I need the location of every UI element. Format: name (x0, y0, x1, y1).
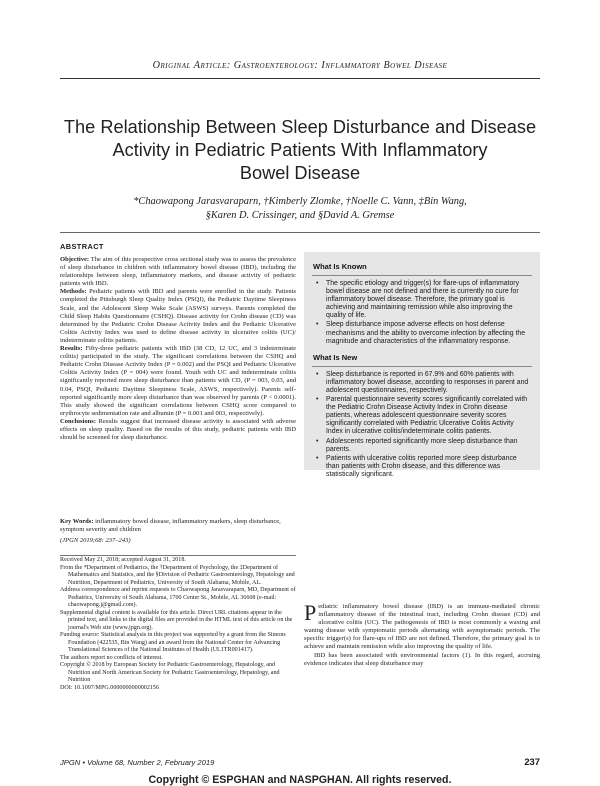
text: ediatric inflammatory bowel disease (IBD) is an immune-mediated chronic inflammatory disease of the intestinal tract, including Crohn disease (CD) and ulcerative colitis (UC). The pathogenesis of IBD is most commonly a waxing and waning disease with symptomatic periods alternating with asymptomatic periods. The specific trigger(s) for flare-ups of IBD are not defined. Therefore, the primary goal is to achieve and maintain remission while also improving the quality of life. (304, 603, 540, 651)
text: The aim of this prospective cross sectional study was to assess the prevalence of sleep disturbance in children with inflammatory bowel disease (IBD), including the relationships between sleep, inflammatory markers, and disease activity of pediatric patients with IBD. (60, 256, 296, 288)
article-notes (60, 557, 296, 692)
keywords-block (60, 518, 296, 545)
text: Pediatric patients with IBD and parents were enrolled in the study. Patients completed the Pittsburgh Sleep Quality Index (PSQI), the Pediatric Daytime Sleepiness Scale, and the Adolescent Sleep Wake Scale (ASWS) surveys. Parents completed the Child Sleep Habits Questionnaire (CSHQ). Disease activity for Crohn disease (CD) was determined by the Pediatric Crohn Disease Activity Index and the Pediatric Ulcerative Colitis Activity Index was used to define disease activity in ulcerative colitis (UC)/ indeterminate colitis patients. (60, 288, 296, 344)
note: Received May 21, 2018; accepted August 31, 2018. (60, 557, 186, 563)
text: inflammatory bowel disease, inflammatory markers, sleep disturbance, symptom severity and children (60, 518, 281, 534)
abstract-objective (60, 256, 296, 288)
abstract-methods (60, 288, 296, 345)
list-item: • The specific etiology and trigger(s) for flare-ups of inflammatory bowel disease are not defined and there is currently no cure for inflammatory bowel disease. Therefore, the primary goal is achieving and maintaining remission while also improving the quality of life. (326, 280, 530, 320)
list-item: • Sleep disturbance is reported in 67.9% and 60% patients with inflammatory bowel disease, according to responses in parent and adolescent questionnaires, respectively. (326, 371, 530, 395)
abstract-heading: ABSTRACT (60, 242, 104, 251)
drop-cap: P (304, 600, 317, 625)
text: Results suggest that increased disease activity is associated with adverse effects on sleep quality. Based on the results of this study, pediatric patients with IBD should be screened for sleep disturbance. (60, 417, 296, 442)
author-line: *Chaowapong Jarasvaraparn, †Kimberly Zlomke, †Noelle C. Vann, ‡Bin Wang, (133, 196, 467, 207)
title-line: Bowel Disease (239, 163, 361, 183)
list-item: • Adolescents reported significantly more sleep disturbance than parents. (326, 438, 530, 454)
abstract-results (60, 345, 296, 418)
body-paragraph: IBD has been associated with environmental factors (1). In this regard, accruing evidence indicates that sleep disturbance may (304, 651, 540, 667)
list-item: • Parental questionnaire severity scores significantly correlated with the Pediatric Crohn Disease Activity Index in Crohn disease patients, whereas adolescent questionnaire severity scores significantly correlated with Pediatric Ulcerative Colitis Activity Index in ulcerative colitis/indeterminate colitis patients. (326, 396, 530, 436)
journal-footer: JPGN • Volume 68, Number 2, February 2019 (60, 758, 215, 767)
section-label: Original Article: Gastroenterology: Inflammatory Bowel Disease (152, 60, 448, 71)
page-number: 237 (524, 756, 540, 767)
note: Copyright © 2018 by European Society for Pediatric Gastroenterology, Hepatology, and Nutrition and North American Society for Pediatric Gastroenterology, Hepatology, and Nutrition (60, 662, 280, 683)
label: Objective: (60, 256, 90, 263)
box-rule (312, 275, 532, 276)
summary-box (304, 252, 540, 478)
note: The authors report no conflicts of interest. (60, 654, 163, 661)
divider (60, 232, 540, 233)
what-is-new-heading: What Is New (313, 352, 358, 362)
keywords (60, 518, 296, 534)
copyright-notice: Copyright © ESPGHAN and NASPGHAN. All rights reserved. (148, 774, 452, 786)
abstract-text (60, 256, 296, 442)
text: Fifty-three pediatric patients with IBD (38 CD, 12 UC, and 3 indeterminate colitis) participated in the study. The significant correlations between the CSHQ and Pediatric Crohn Disease Activity Index (P = 0.002) and the PSQI and Pediatric Ulcerative Colitis Activity Index (P = 004) were found. Youth with UC and indeterminate colitis significantly reported more sleep disturbance than patients with CD, (P = 003, 0.03, and 0.04, PSQI, Pediatric Daytime Sleepiness Scale, ASWS, respectively). Parents self-reported significantly more sleep disturbance than was observed by parents (P < 0.0001). This study showed the significant correlations between CSHQ score compared to erythrocyte sedimentation rate and albumin (P = 0.001 and 003, respectively). (60, 345, 296, 417)
title-line: The Relationship Between Sleep Disturbance and Disease (63, 117, 537, 137)
article-title (60, 116, 540, 185)
abstract-conclusions (60, 418, 296, 442)
citation (60, 537, 296, 545)
author-list (70, 195, 530, 223)
new-list (304, 371, 540, 479)
divider (60, 555, 296, 556)
label: Results: (60, 345, 83, 353)
label: Conclusions: (60, 417, 97, 425)
body-paragraph (304, 600, 540, 652)
note: Supplemental digital content is available for this article. Direct URL citations appear in the printed text, and links to the digital files are provided in the HTML text of this article on the journal's Web site (www.jpgn.org). (60, 609, 293, 631)
note: Address correspondence and reprint requests to Chaowapong Jarasvaraparn, MD, Department of Pediatrics, University of South Alabama, 1700 Center St., Mobile, AL 36608 (e-mail: chaowapong.j@gmail.com). (60, 587, 296, 608)
list-item: • Sleep disturbance impose adverse effects on host defense mechanisms and the ability to overcome infection by affecting the magnitude and characteristics of the inflammatory response. (326, 321, 530, 345)
body-text (304, 600, 540, 668)
label: Key Words: (60, 518, 94, 525)
what-is-known-heading: What Is Known (313, 262, 367, 271)
list-item: • Patients with ulcerative colitis reported more sleep disturbance than patients with Crohn disease, and this difference was statistically significant. (326, 455, 530, 479)
header-rule (60, 78, 540, 79)
box-rule (312, 366, 532, 367)
author-line: §Karen D. Crissinger, and §David A. Gremse (205, 210, 395, 221)
label: Methods: (60, 288, 87, 296)
note: Funding source: Statistical analysis in this project was supported by a grant from the Simons Foundation (422535, Bin Wang) and an award from the National Center for Advancing Translational Sciences of the National Institutes of Health (UL1TR001417). (60, 632, 286, 653)
text: (JPGN 2019;68: 237–243) (60, 537, 131, 545)
known-list (304, 280, 540, 346)
note: From the *Department of Pediatrics, the †Department of Psychology, the ‡Department of Mathematics and Statistics, and the §Division of Pediatric Gastroenterology, Hepatology and Nutrition, Department of Pediatrics, University of South Alabama, Mobile, AL. (60, 564, 295, 586)
title-line: Activity in Pediatric Patients With Inflammatory (112, 140, 488, 160)
note: DOI: 10.1097/MPG.0000000000002156 (60, 684, 160, 691)
